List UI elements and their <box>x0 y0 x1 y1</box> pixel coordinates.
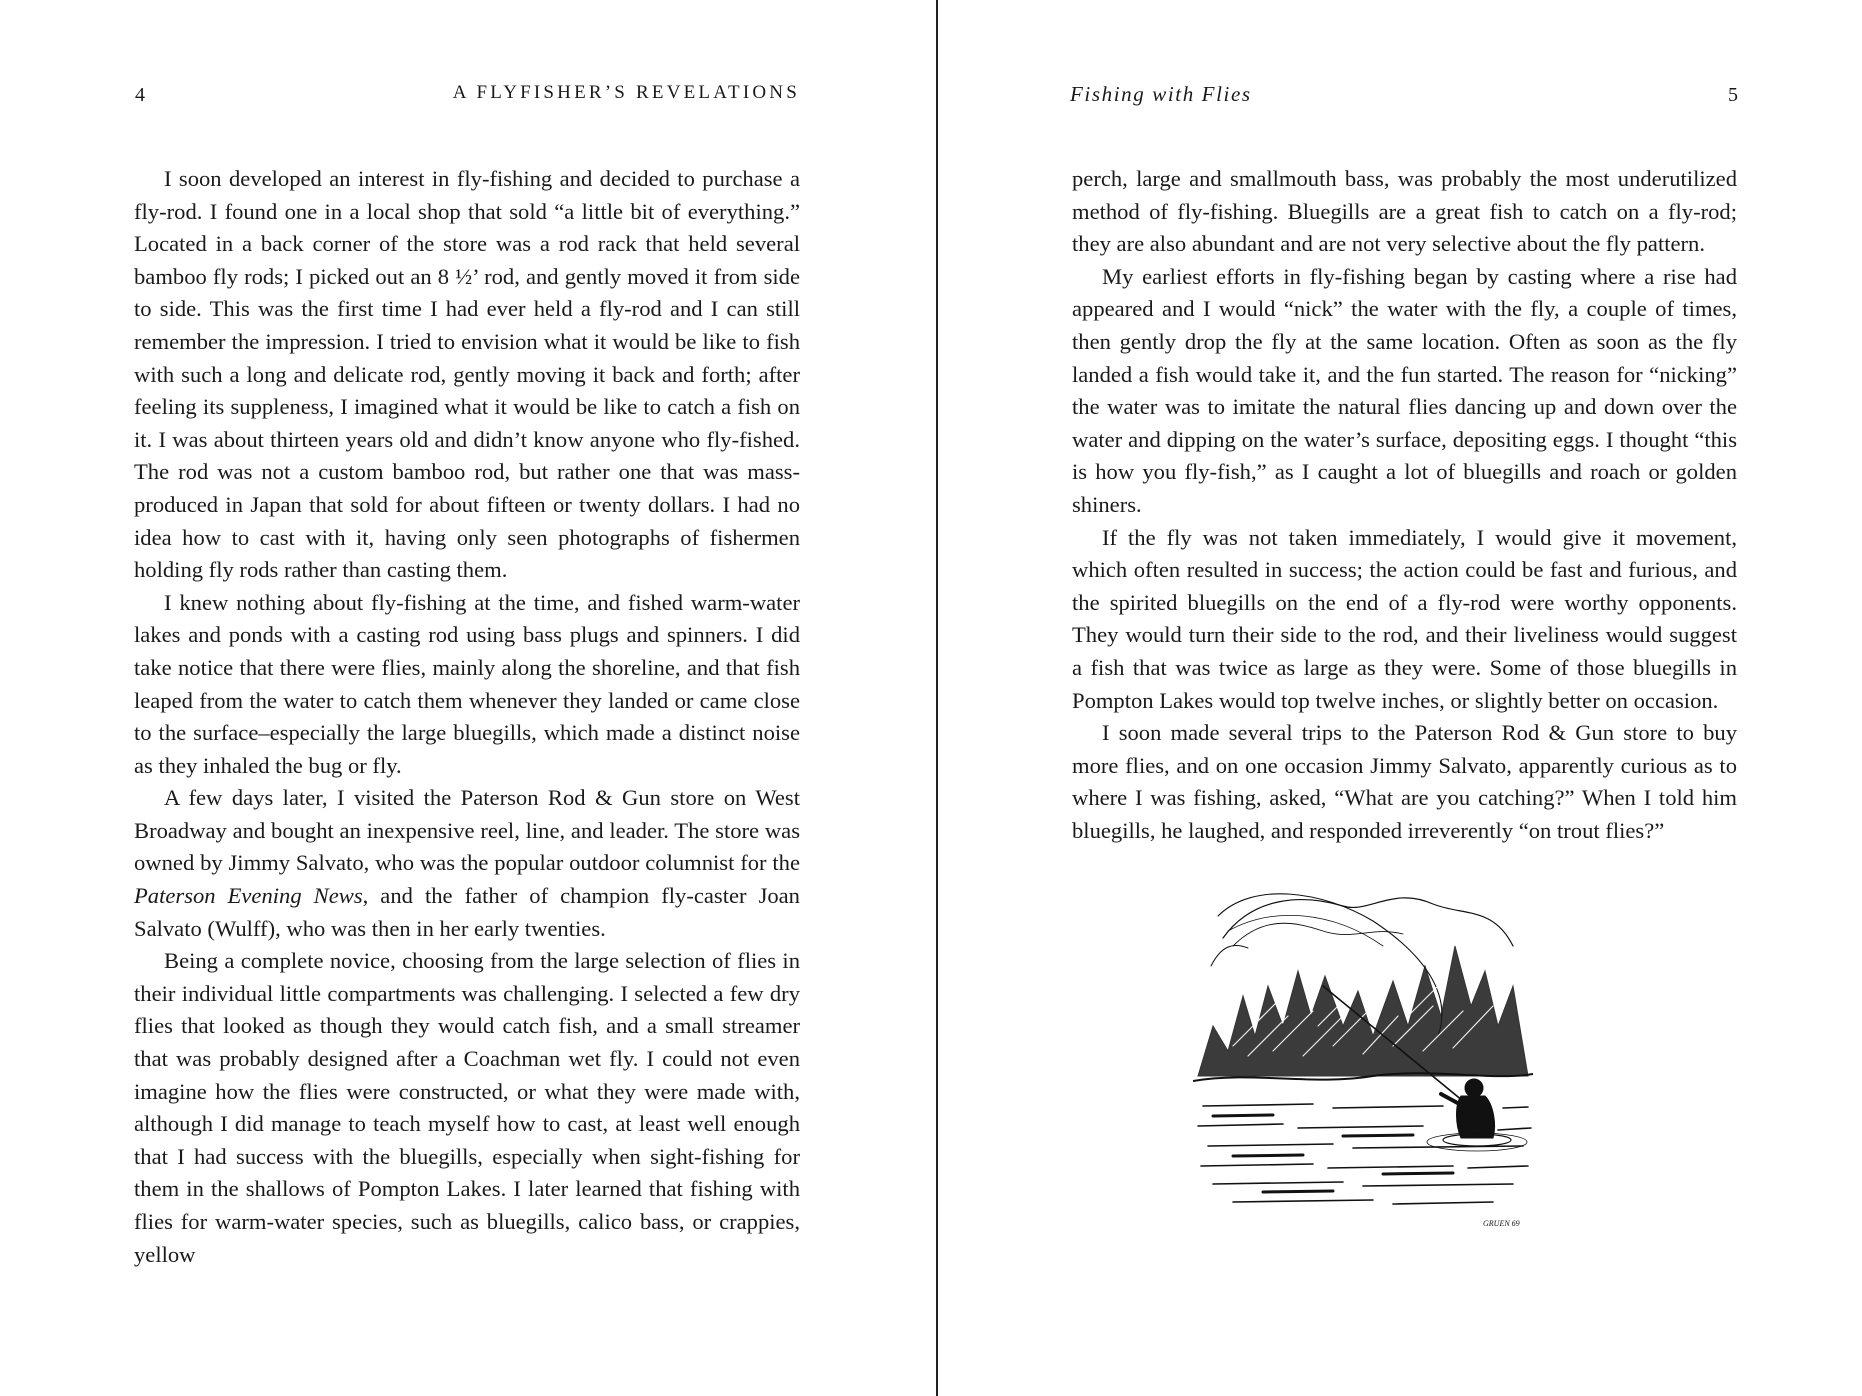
paragraph <box>134 782 800 945</box>
paragraph: If the fly was not taken immediately, I would give it movement, which often resulted in success; the action could be fast and furious, and the spirited bluegills on the end of a fly-rod were worthy opponents. They would turn their side to the rod, and their liveliness would suggest a fish that was twice as large as they were. Some of those bluegills in Pompton Lakes would top twelve inches, or slightly better on occasion. <box>1072 524 1737 713</box>
running-head: Fishing with Flies <box>1070 82 1252 106</box>
paragraph: I soon developed an interest in fly-fishing and decided to purchase a fly-rod. I found one in a local shop that sold “a little bit of everything.” Located in a back corner of the store was a rod rack that held several bamboo fly rods; I picked out an 8 ½’ rod, and gently moved it from side to side. This was the first time I had ever held a fly-rod and I can still remember the impression. I tried to envision what it would be like to fish with such a long and delicate rod, gently moving it back and forth; after feeling its suppleness, I imagined what it would be like to catch a fish on it. I was about thirteen years old and didn’t know anyone who fly-fished. The rod was not a custom bamboo rod, but rather one that was mass-produced in Japan that sold for about fifteen or twenty dollars. I had no idea how to cast with it, having only seen photographs of fishermen holding fly rods rather than casting them. <box>134 166 800 583</box>
page-number: 5 <box>1728 84 1739 106</box>
body-text <box>1072 163 1737 847</box>
body-text <box>134 163 800 1271</box>
newspaper-title: Paterson Evening News <box>134 883 363 909</box>
paragraph-continued: perch, large and smallmouth bass, was probably the most underutilized method of fly-fishing. Bluegills are a great fish to catch on a fly-rod; they are also abundant and are not very selective about the fly pattern. <box>1072 166 1737 257</box>
paragraph-text: , and the father of champion fly-caster Joan Salvato (Wulff), who was then in her early twenties. <box>134 883 800 941</box>
page-number: 4 <box>135 84 146 106</box>
angler-illustration <box>1193 876 1533 1232</box>
paragraph: I soon made several trips to the Paterson Rod & Gun store to buy more flies, and on one occasion Jimmy Salvato, apparently curious as to where I was fishing, asked, “What are you catching?” When I told him bluegills, he laughed, and responded irreverently “on trout flies?” <box>1072 720 1737 843</box>
running-head: A FLYFISHER’S REVELATIONS <box>452 82 800 103</box>
svg-text:GRUEN 69: GRUEN 69 <box>1483 1219 1520 1228</box>
paragraph: I knew nothing about fly-fishing at the time, and fished warm-water lakes and ponds with a casting rod using bass plugs and spinners. I did take notice that there were flies, mainly along the shoreline, and that fish leaped from the water to catch them whenever they landed or came close to the surface–especially the large bluegills, which made a distinct noise as they inhaled the bug or fly. <box>134 589 800 778</box>
paragraph: My earliest efforts in fly-fishing began by casting where a rise had appeared and I would “nick” the water with the fly, a couple of times, then gently drop the fly at the same location. Often as soon as the fly landed a fish would take it, and the fun started. The reason for “nicking” the water was to imitate the natural flies dancing up and down over the water and dipping on the water’s surface, depositing eggs. I thought “this is how you fly-fish,” as I caught a lot of bluegills and roach or golden shiners. <box>1072 263 1737 517</box>
paragraph: Being a complete novice, choosing from the large selection of flies in their individual little compartments was challenging. I selected a few dry flies that looked as though they would catch fish, and a small streamer that was probably designed after a Coachman wet fly. I could not even imagine how the flies were constructed, or what they were made with, although I did manage to teach myself how to cast, at least well enough that I had success with the bluegills, especially when sight-fishing for them in the shallows of Pompton Lakes. I later learned that fishing with flies for warm-water species, such as bluegills, calico bass, or crappies, yellow <box>134 948 800 1267</box>
right-page <box>938 0 1862 1396</box>
paragraph-text: A few days later, I visited the Paterson Rod & Gun store on West Broadway and bought an inexpensive reel, line, and leader. The store was owned by Jimmy Salvato, who was the popular outdoor columnist for the <box>134 785 800 876</box>
